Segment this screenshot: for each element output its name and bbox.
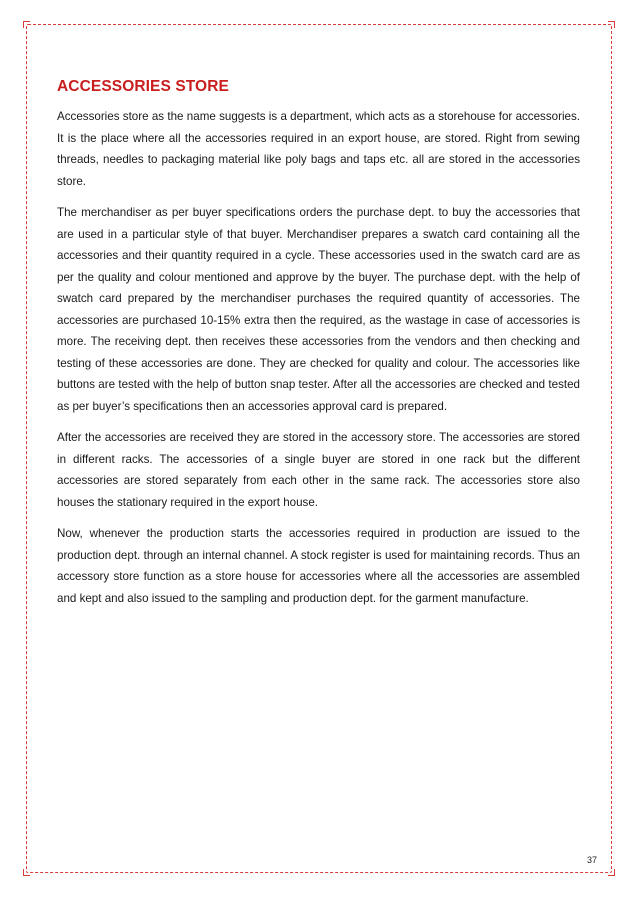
paragraph-storage: After the accessories are received they are stored in the accessory store. The accessories are stored in different racks. The accessories of a single buyer are stored in one rack but the different accessories are stored separately from each other in the same rack. The accessories store also houses the stationary required in the export house. — [57, 431, 580, 509]
border-corner-bottom-right — [608, 869, 615, 876]
document-body — [57, 77, 580, 619]
border-corner-bottom-left — [23, 869, 30, 876]
page-number: 37 — [586, 855, 597, 865]
border-corner-top-right — [608, 21, 615, 28]
paragraph-intro: Accessories store as the name suggests is a department, which acts as a storehouse for accessories. It is the place where all the accessories required in an export house, are stored. Right from sewing threads, needles to packaging material like poly bags and taps etc. all are stored in the accessories store. — [57, 110, 580, 188]
section-title: ACCESSORIES STORE — [57, 78, 229, 95]
border-corner-top-left — [23, 21, 30, 28]
paragraph-merchandiser: The merchandiser as per buyer specifications orders the purchase dept. to buy the accessories that are used in a particular style of that buyer. Merchandiser prepares a swatch card containing all the accessories and their quantity required in a cycle. These accessories used in the swatch card are as per the quality and colour mentioned and approve by the buyer. The purchase dept. with the help of swatch card prepared by the merchandiser purchases the required quantity of accessories. The accessories are purchased 10-15% extra then the required, as the wastage in case of accessories is more. The receiving dept. then receives these accessories from the vendors and then checking and testing of these accessories are done. They are checked for quality and colour. The accessories like buttons are tested with the help of button snap tester. After all the accessories are checked and tested as per buyer’s specifications then an accessories approval card is prepared. — [57, 206, 580, 413]
paragraph-production: Now, whenever the production starts the accessories required in production are issued to the production dept. through an internal channel. A stock register is used for maintaining records. Thus an accessory store function as a store house for accessories where all the accessories are assembled and kept and also issued to the sampling and production dept. for the garment manufacture. — [57, 527, 580, 605]
